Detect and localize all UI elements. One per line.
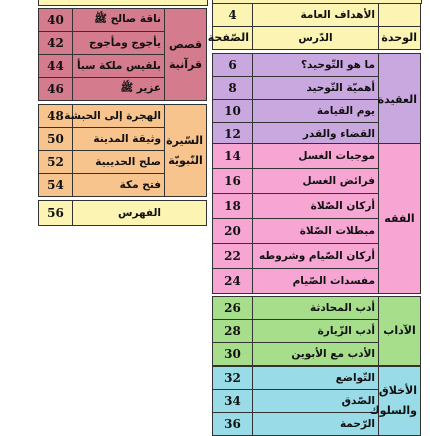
lesson-title: فتح مكة [73, 174, 165, 197]
lesson-title: يأجوج ومأجوج [73, 32, 165, 55]
header-table [207, 3, 421, 50]
lesson-title: الهجرة إلى الحبشة [73, 105, 165, 128]
akhlaq-table [212, 366, 421, 436]
page-number: 54 [39, 174, 73, 197]
page-number: 26 [213, 297, 253, 320]
page-number: 30 [213, 343, 253, 366]
page-number: 20 [213, 219, 253, 244]
page-number: 52 [39, 151, 73, 174]
page-number: 24 [213, 269, 253, 294]
toc-row [213, 54, 421, 77]
unit-title: السّيرة النّبويّة [165, 105, 207, 197]
left-top-strip [38, 0, 208, 6]
index-page: 56 [39, 201, 73, 226]
index-table [38, 200, 207, 226]
page-number: 10 [213, 100, 253, 123]
toc-row [39, 9, 207, 32]
aqeedah-table [212, 53, 421, 146]
toc-row [39, 105, 207, 128]
lesson-title: ناقة صالح ﷺ [73, 9, 165, 32]
col-page-header: الصّفحة [213, 27, 253, 50]
unit-title: الآداب [379, 297, 421, 366]
index-row [39, 201, 207, 226]
lesson-title: القضاء والقدر [253, 123, 379, 146]
unit-title: قصص قرآنية [165, 9, 207, 101]
page-number: 42 [39, 32, 73, 55]
unit-title: الأخلاق والسلوك [379, 367, 421, 436]
lesson-title: صلح الحديبية [73, 151, 165, 174]
page-number: 46 [39, 78, 73, 101]
lesson-title: مفسدات الصّيام [253, 269, 379, 294]
lesson-title: أهميّة التّوحيد [253, 77, 379, 100]
lesson-title: التّواضع [253, 367, 379, 390]
page-number: 6 [213, 54, 253, 77]
lesson-title: عزير ﷺ [73, 78, 165, 101]
lesson-title: الأدب مع الأبوين [253, 343, 379, 366]
page-number: 48 [39, 105, 73, 128]
lesson-title: أدب المحادثة [253, 297, 379, 320]
toc-row [213, 144, 421, 169]
page-number: 18 [213, 194, 253, 219]
fiqh-table [212, 143, 421, 294]
lesson-title: يوم القيامة [253, 100, 379, 123]
sira-table [38, 104, 207, 197]
adab-table [212, 296, 421, 366]
page-number: 22 [213, 244, 253, 269]
lesson-title: أدب الزّيارة [253, 320, 379, 343]
lesson-title: بلقيس ملكة سبأ [73, 55, 165, 78]
lesson-title: فرائض الغسل [253, 169, 379, 194]
page-number: 44 [39, 55, 73, 78]
page-number: 34 [213, 390, 253, 413]
page-number: 16 [213, 169, 253, 194]
lesson-title: وثيقة المدينة [73, 128, 165, 151]
toc-row [213, 367, 421, 390]
page-number: 14 [213, 144, 253, 169]
header-row [213, 27, 421, 50]
unit-title: العقيدة [379, 54, 421, 146]
lesson-title: موجبات الغسل [253, 144, 379, 169]
page-number: 40 [39, 9, 73, 32]
goals-label: الأهداف العامة [253, 4, 379, 27]
lesson-title: أركان الصّيام وشروطه [253, 244, 379, 269]
page-number: 8 [213, 77, 253, 100]
page-number: 28 [213, 320, 253, 343]
goals-blank [379, 4, 421, 27]
page-number: 50 [39, 128, 73, 151]
stories-table [38, 8, 207, 101]
lesson-title: مبطلات الصّلاة [253, 219, 379, 244]
page-number: 32 [213, 367, 253, 390]
page-number: 36 [213, 413, 253, 436]
goals-page: 4 [213, 4, 253, 27]
lesson-title: أركان الصّلاة [253, 194, 379, 219]
col-unit-header: الوحدة [379, 27, 421, 50]
lesson-title: ما هو التّوحيد؟ [253, 54, 379, 77]
col-lesson-header: الدّرس [253, 27, 379, 50]
goals-row [213, 4, 421, 27]
lesson-title: الصّدق [253, 390, 379, 413]
page-number: 12 [213, 123, 253, 146]
lesson-title: الرّحمة [253, 413, 379, 436]
index-label: الفهرس [73, 201, 207, 226]
unit-title: الفقه [379, 144, 421, 294]
toc-row [213, 297, 421, 320]
